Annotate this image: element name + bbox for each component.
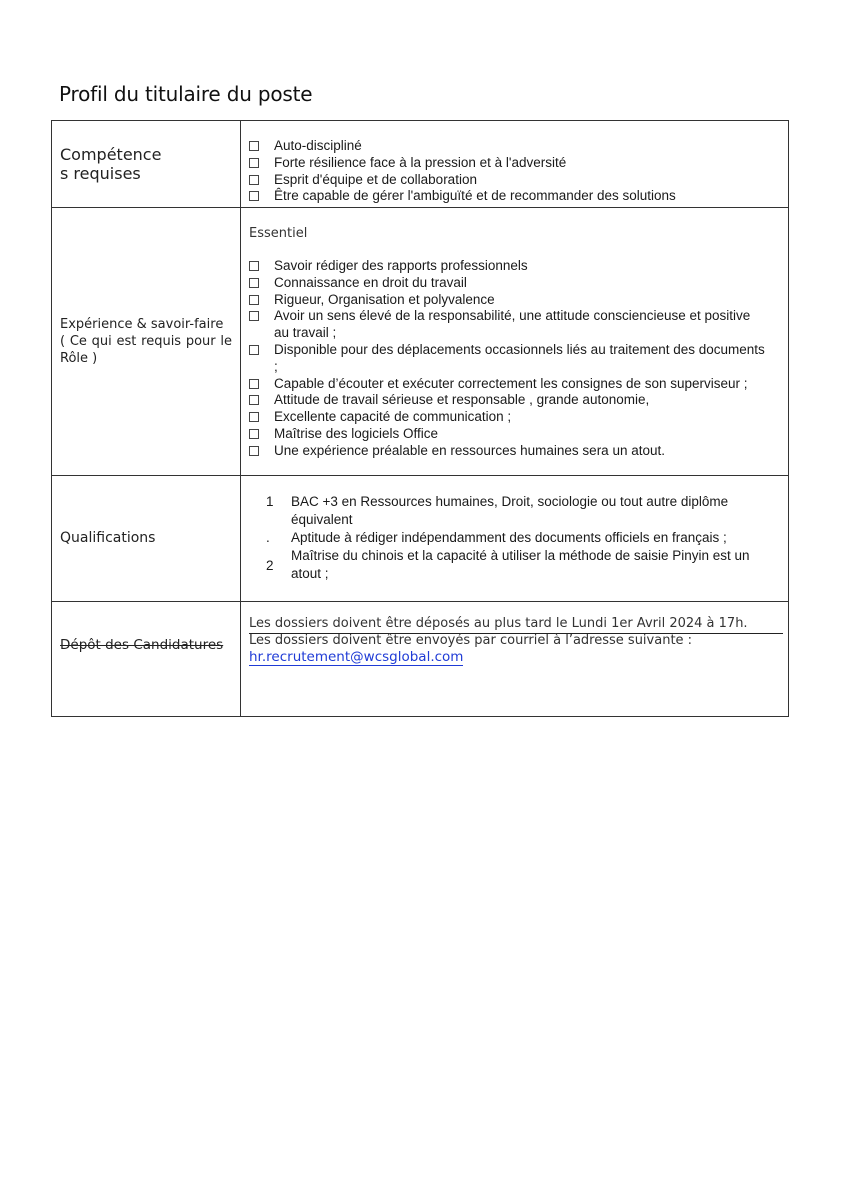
list-item: Esprit d'équipe et de collaboration	[249, 172, 788, 189]
qualifications-content-cell	[241, 476, 789, 602]
list-marker: 2	[266, 558, 274, 573]
deadline-text: Les dossiers doivent être déposés au plus tard le Lundi 1er Avril 2024 à 17h.	[249, 616, 783, 634]
checkbox-icon	[249, 345, 259, 355]
list-item: Auto-discipliné	[249, 138, 788, 155]
competences-content-cell	[241, 121, 789, 208]
checkbox-icon	[249, 412, 259, 422]
competences-row	[52, 121, 789, 208]
experience-label: Expérience & savoir-faire ( Ce qui est requis pour le Rôle )	[60, 316, 232, 366]
list-item: Capable d’écouter et exécuter correctement les consignes de son superviseur ;	[249, 376, 766, 393]
checkbox-icon	[249, 158, 259, 168]
competences-label: Compétence s requises	[60, 144, 162, 183]
list-item: Disponible pour des déplacements occasionnels liés au traitement des documents ;	[249, 342, 766, 376]
list-marker: .	[266, 530, 270, 545]
list-item: Forte résilience face à la pression et à l'adversité	[249, 155, 788, 172]
competences-label-cell	[52, 121, 241, 208]
page-title: Profil du titulaire du poste	[59, 82, 313, 106]
checkbox-icon	[249, 295, 259, 305]
checkbox-icon	[249, 141, 259, 151]
checkbox-icon	[249, 429, 259, 439]
experience-row	[52, 208, 789, 476]
instructions-text: Les dossiers doivent être envoyés par courriel à l’adresse suivante :	[249, 633, 693, 648]
depot-row	[52, 602, 789, 717]
qualifications-label-cell	[52, 476, 241, 602]
qualifications-list	[241, 476, 788, 583]
depot-label: Dépôt des Candidatures	[60, 637, 224, 653]
list-marker: 1	[266, 494, 274, 509]
experience-list	[249, 258, 766, 460]
list-item: Être capable de gérer l'ambiguïté et de recommander des solutions	[249, 188, 788, 205]
list-item: Avoir un sens élevé de la responsabilité, une attitude consciencieuse et positive au travail ;	[249, 308, 766, 342]
list-item: Rigueur, Organisation et polyvalence	[249, 292, 766, 309]
list-item: Savoir rédiger des rapports professionnels	[249, 258, 766, 275]
checkbox-icon	[249, 278, 259, 288]
list-item: 1 BAC +3 en Ressources humaines, Droit, sociologie ou tout autre diplôme équivalent	[266, 494, 729, 527]
list-item: Excellente capacité de communication ;	[249, 409, 766, 426]
list-item: Connaissance en droit du travail	[249, 275, 766, 292]
job-profile-table	[51, 120, 789, 717]
checkbox-icon	[249, 261, 259, 271]
depot-content-cell	[241, 602, 789, 717]
checkbox-icon	[249, 446, 259, 456]
list-item: . Aptitude à rédiger indépendamment des documents officiels en français ;	[266, 530, 727, 545]
checkbox-icon	[249, 191, 259, 201]
depot-label-cell	[52, 602, 241, 717]
checkbox-icon	[249, 311, 259, 321]
checkbox-icon	[249, 395, 259, 405]
experience-content-cell	[241, 208, 789, 476]
list-item: Une expérience préalable en ressources humaines sera un atout.	[249, 443, 766, 460]
checkbox-icon	[249, 175, 259, 185]
competences-list	[241, 121, 788, 205]
qualifications-label: Qualifications	[60, 529, 156, 546]
qualifications-row	[52, 476, 789, 602]
email-link[interactable]: hr.recrutement@wcsglobal.com	[249, 649, 464, 665]
checkbox-icon	[249, 379, 259, 389]
essentiel-subheading: Essentiel	[249, 226, 308, 241]
list-item: 2 Maîtrise du chinois et la capacité à utiliser la méthode de saisie Pinyin est un atout ;	[266, 548, 750, 581]
list-item: Maîtrise des logiciels Office	[249, 426, 766, 443]
list-item: Attitude de travail sérieuse et responsable , grande autonomie,	[249, 392, 766, 409]
experience-label-cell	[52, 208, 241, 476]
